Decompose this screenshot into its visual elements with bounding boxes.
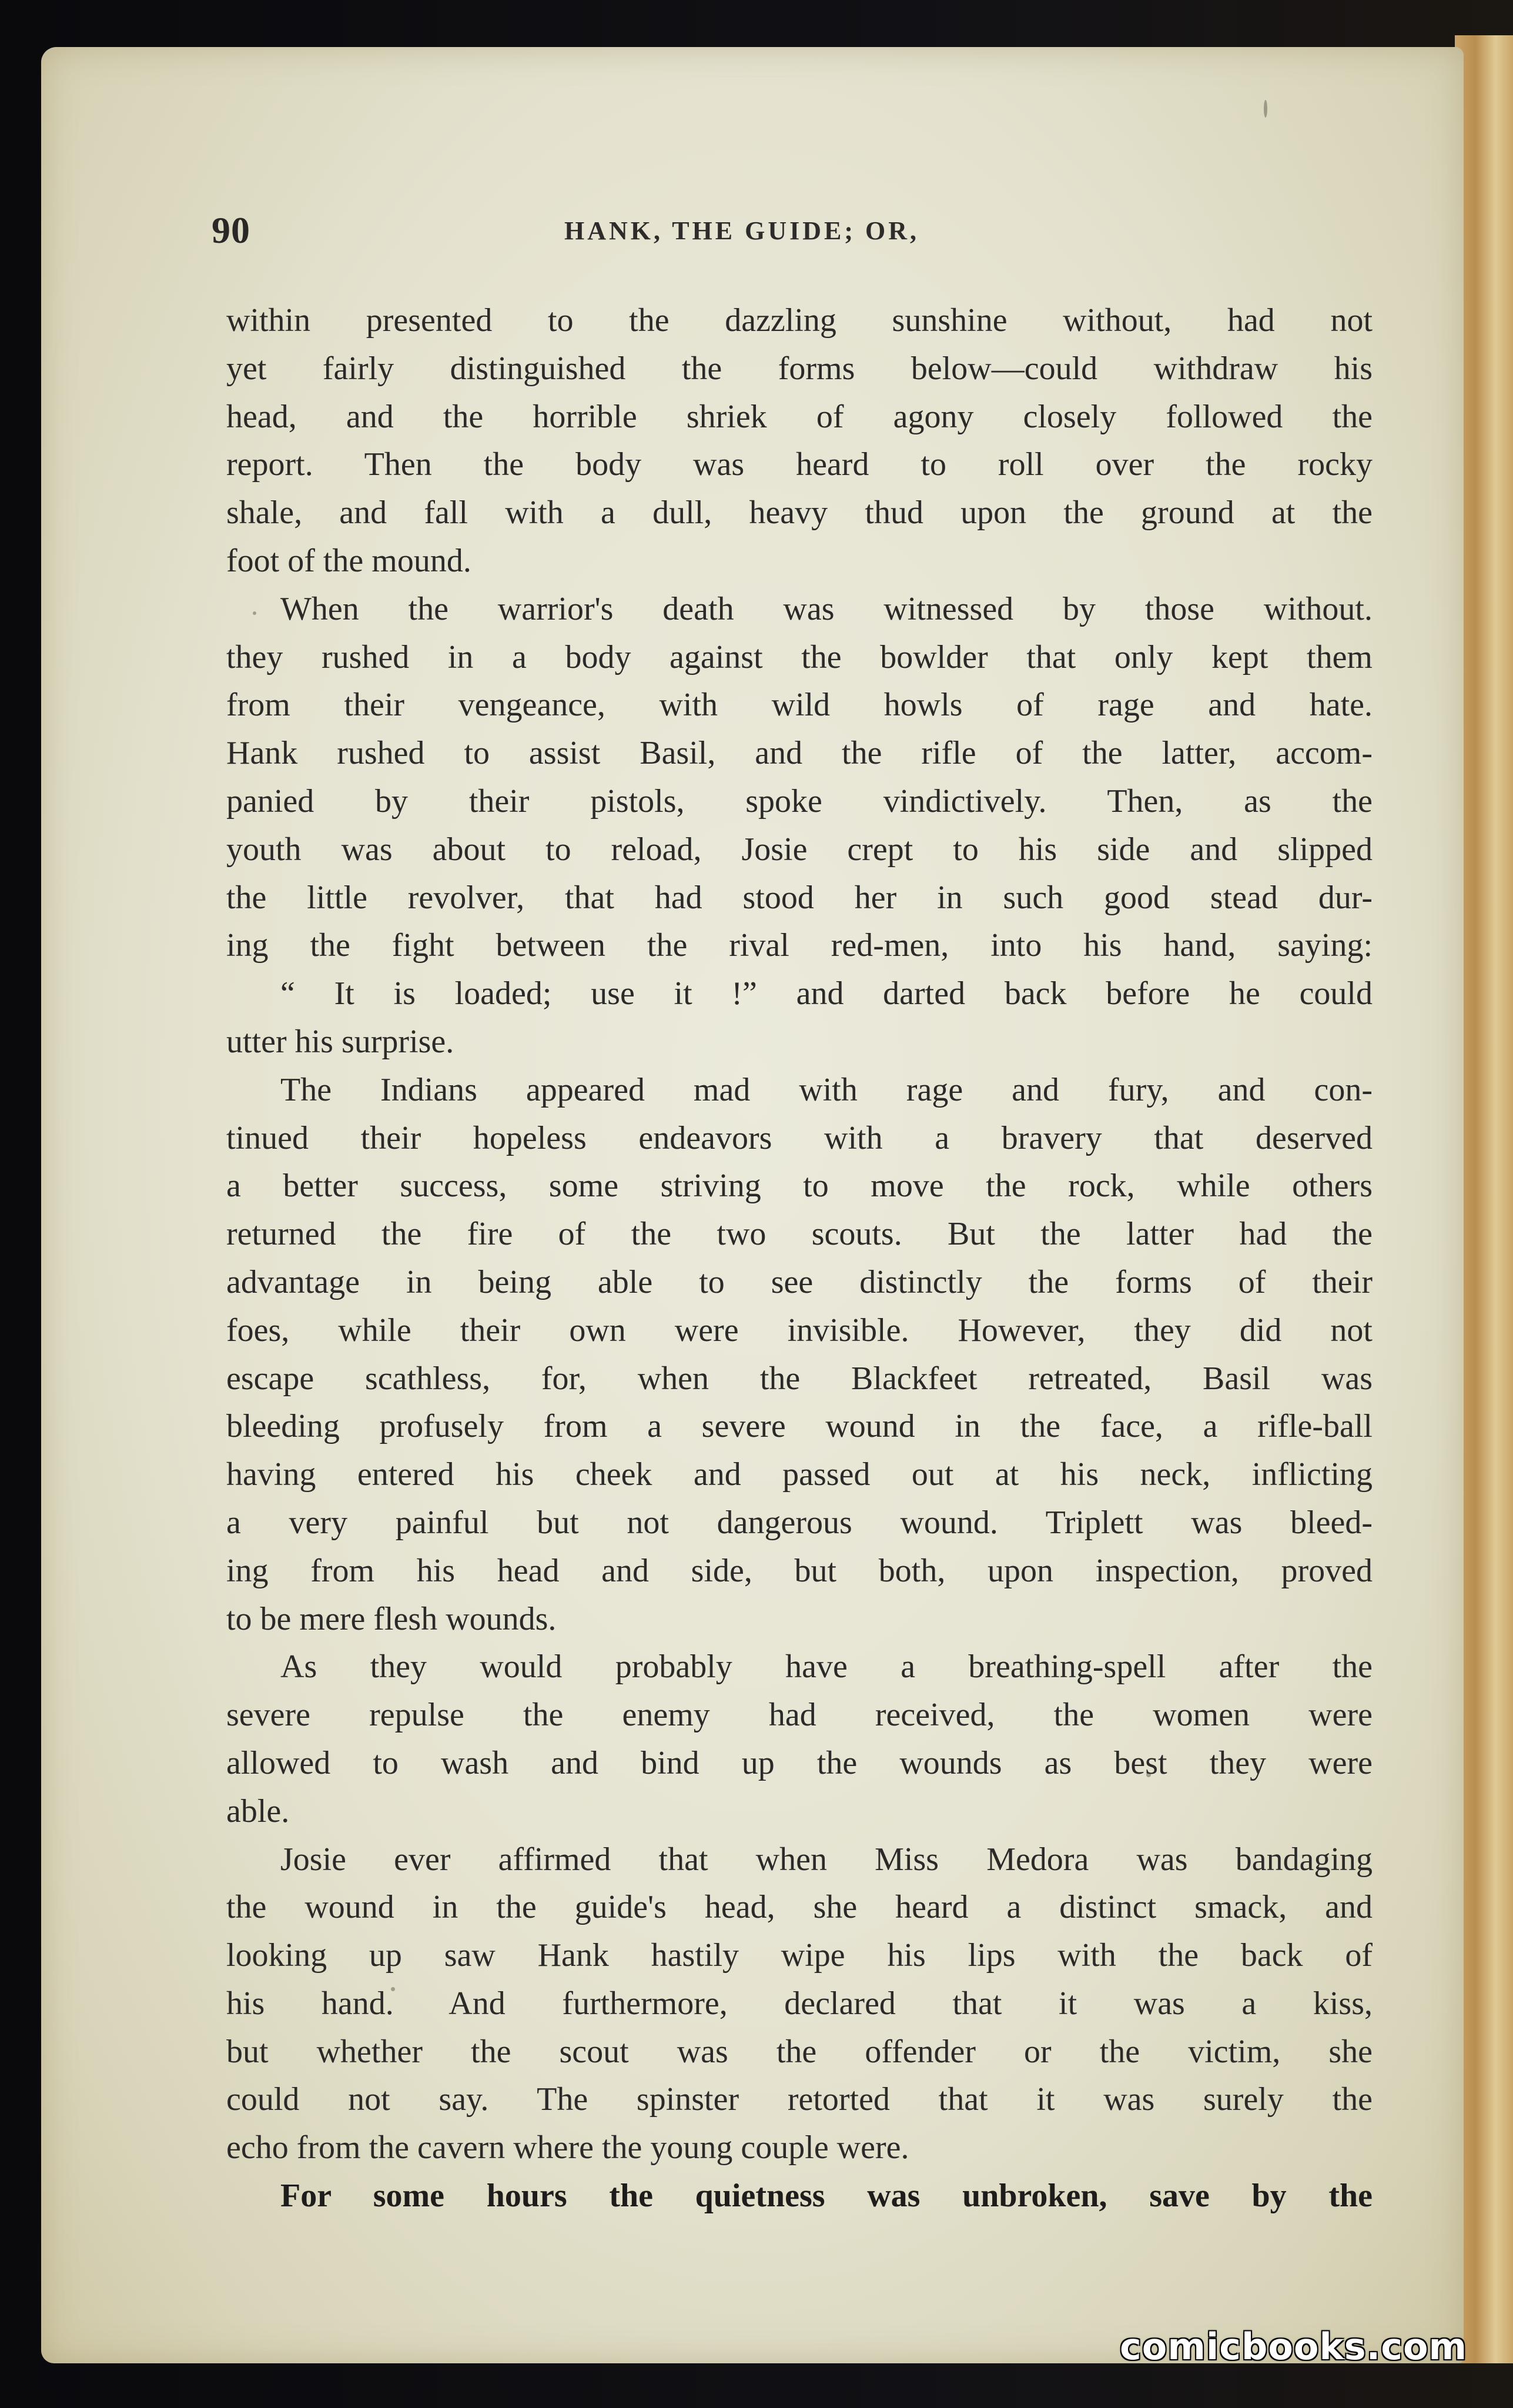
text-line: a better success, some striving to move the rock, while others: [226, 1168, 1373, 1205]
text-line: they rushed in a body against the bowlder that only kept them: [226, 638, 1373, 675]
text-line: report. Then the body was heard to roll over the rocky: [226, 446, 1373, 483]
text-line: ing the fight between the rival red-men, into his hand, saying:: [226, 927, 1373, 964]
watermark-logo: comicbooks.com: [1120, 2325, 1468, 2368]
text-line: echo from the cavern where the young couple were.: [226, 2129, 909, 2166]
text-line: Hank rushed to assist Basil, and the rifle of the latter, accom-: [226, 735, 1373, 772]
text-line: When the warrior's death was witnessed by those without.: [280, 590, 1373, 627]
page-header: [212, 209, 1375, 256]
text-line: from their vengeance, with wild howls of rage and hate.: [226, 687, 1373, 724]
text-line: yet fairly distinguished the forms below—could withdraw his: [226, 350, 1373, 387]
body-text: [226, 297, 1373, 2220]
text-line: to be mere flesh wounds.: [226, 1600, 557, 1637]
text-line: the wound in the guide's head, she heard a distinct smack, and: [226, 1889, 1373, 1926]
text-line: allowed to wash and bind up the wounds as best they were: [226, 1744, 1373, 1781]
text-line: tinued their hopeless endeavors with a bravery that deserved: [226, 1119, 1373, 1156]
running-head: HANK, THE GUIDE; OR,: [564, 216, 920, 245]
text-line: escape scathless, for, when the Blackfeet retreated, Basil was: [226, 1360, 1373, 1397]
text-line: foes, while their own were invisible. However, they did not: [226, 1312, 1373, 1349]
page-number: 90: [212, 209, 250, 251]
text-line: foot of the mound.: [226, 542, 471, 579]
text-line: The Indians appeared mad with rage and fury, and con-: [280, 1071, 1373, 1108]
text-line: severe repulse the enemy had received, the women were: [226, 1697, 1373, 1734]
text-line: his hand. And furthermore, declared that it was a kiss,: [226, 1985, 1373, 2022]
text-line: returned the fire of the two scouts. But the latter had the: [226, 1216, 1373, 1253]
text-line: but whether the scout was the offender or the victim, she: [226, 2033, 1373, 2070]
text-line: within presented to the dazzling sunshine without, had not: [226, 302, 1373, 339]
text-line: having entered his cheek and passed out at his neck, inflicting: [226, 1456, 1373, 1493]
text-line: shale, and fall with a dull, heavy thud upon the ground at the: [226, 494, 1373, 531]
text-line: a very painful but not dangerous wound. Triplett was bleed-: [226, 1504, 1373, 1541]
text-line: “ It is loaded; use it !” and darted back before he could: [280, 975, 1373, 1012]
text-line: panied by their pistols, spoke vindictively. Then, as the: [226, 782, 1373, 820]
text-line: bleeding profusely from a severe wound in the face, a rifle-ball: [226, 1408, 1373, 1445]
text-line: looking up saw Hank hastily wipe his lips with the back of: [226, 1937, 1373, 1974]
text-line: head, and the horrible shriek of agony closely followed the: [226, 398, 1373, 435]
text-line: able.: [226, 1792, 290, 1830]
text-line: Josie ever affirmed that when Miss Medora was bandaging: [280, 1841, 1373, 1878]
text-line: could not say. The spinster retorted that it was surely the: [226, 2081, 1373, 2118]
text-line: As they would probably have a breathing-spell after the: [280, 1648, 1373, 1685]
text-line: youth was about to reload, Josie crept to his side and slipped: [226, 831, 1373, 868]
text-line: the little revolver, that had stood her in such good stead dur-: [226, 879, 1373, 916]
paper-speck: [1264, 100, 1267, 118]
text-line: For some hours the quietness was unbroken, save by the: [280, 2178, 1373, 2215]
text-line: utter his surprise.: [226, 1023, 454, 1060]
text-line: ing from his head and side, but both, upon inspection, proved: [226, 1552, 1373, 1589]
text-line: advantage in being able to see distinctly the forms of their: [226, 1263, 1373, 1300]
